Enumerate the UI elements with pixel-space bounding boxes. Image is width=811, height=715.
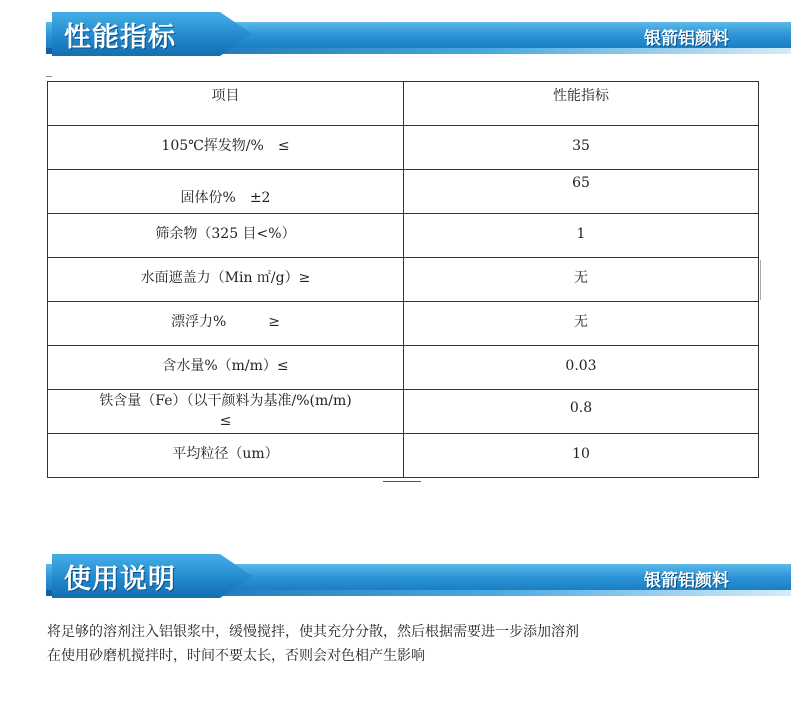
usage-instructions	[47, 620, 579, 668]
row-item: 固体份% ±2	[48, 170, 404, 214]
row-value: 无	[404, 302, 759, 346]
row-value: 0.8	[404, 390, 759, 434]
table-row	[48, 346, 759, 390]
corner-mark	[46, 76, 52, 77]
row-item: 筛余物（325 目<%）	[48, 214, 404, 258]
usage-banner	[46, 552, 791, 604]
performance-table	[47, 81, 759, 478]
row-item: 漂浮力% ≥	[48, 302, 404, 346]
table-row	[48, 214, 759, 258]
brand-label: 银箭铝颜料	[644, 29, 729, 49]
header-value: 性能指标	[404, 82, 759, 126]
table-row	[48, 390, 759, 434]
row-item: 105℃挥发物/% ≤	[48, 126, 404, 170]
row-item: 含水量%（m/m）≤	[48, 346, 404, 390]
usage-line: 在使用砂磨机搅拌时，时间不要太长，否则会对色相产生影响	[47, 648, 425, 664]
brand-label: 银箭铝颜料	[644, 571, 729, 591]
row-value: 1	[404, 214, 759, 258]
section-title-usage: 使用说明	[64, 564, 176, 595]
table-row	[48, 302, 759, 346]
table-edge-mark	[760, 260, 761, 300]
row-value: 65	[404, 170, 759, 214]
table-row	[48, 126, 759, 170]
row-value: 无	[404, 258, 759, 302]
row-item	[48, 390, 404, 434]
row-value: 35	[404, 126, 759, 170]
row-item-line2: ≤	[219, 413, 232, 429]
section-title-performance: 性能指标	[64, 22, 176, 53]
table-row	[48, 434, 759, 478]
row-item: 平均粒径（um）	[48, 434, 404, 478]
table-row	[48, 170, 759, 214]
row-item-line1: 铁含量（Fe）（以干颜料为基准/%(m/m)	[99, 393, 352, 409]
usage-line: 将足够的溶剂注入铝银浆中，缓慢搅拌，使其充分分散，然后根据需要进一步添加溶剂	[47, 624, 579, 640]
table-divider-mark	[383, 481, 421, 482]
table-header-row	[48, 82, 759, 126]
row-item: 水面遮盖力（Min ㎡/g）≥	[48, 258, 404, 302]
table-row	[48, 258, 759, 302]
performance-banner	[46, 10, 791, 62]
row-value: 0.03	[404, 346, 759, 390]
row-value: 10	[404, 434, 759, 478]
header-item: 项目	[48, 82, 404, 126]
